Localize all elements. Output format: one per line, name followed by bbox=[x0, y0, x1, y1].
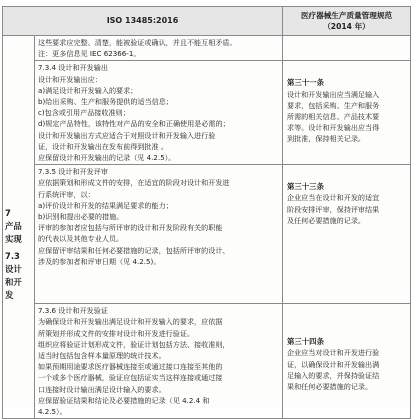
clause-7-3-5-text: 7.3.5 设计和开发评审 应依据策划和形成文件的安排，在适宜的阶段对设计和开发进 行系统评审，以： a)评价设计和开发的结果满足要求的能力； b)识别和提出必要的措施。 评审的参加者应包括与所评审的设计和开发阶段有关的职能 的代表以及其他专业人员。 应保留评审结果和任何必要措施的记录，包括所评审的设计、 涉及的参加者和评审日期（见 4.2.5)。 bbox=[38, 167, 230, 266]
gmp-column-header bbox=[283, 7, 411, 36]
article-34-body: 企业应当对设计和开发进行验 证，以确保设计和开发输出满 足输入的要求，并保持验证结 果和任何必要措施的记录。 bbox=[287, 348, 380, 392]
clause-7-3-4-text: 7.3.4 设计和开发输出 设计和开发输出应： a)满足设计和开发输入的要求； b)给出采购、生产和服务提供的适当信息； c)包含或引用产品接收准则； d)规定产品特性，该特性对产品的安全和正确使用是必需的； 设计和开发输出方式应适合于对照设计和开发输入进行验 证，设计和开发输出在发布前得到批准 。 应保留设计和开发输出的记录（见 4.2.5）。 bbox=[38, 63, 230, 163]
table-row bbox=[3, 61, 411, 165]
table-header-row bbox=[3, 7, 411, 36]
article-33-body: 企业应当在设计和开发的适宜 阶段安排评审，保持评审结果 及任何必要措施的记录。 bbox=[287, 193, 380, 225]
iso-text-cell bbox=[35, 165, 283, 304]
iso-intro-text: 这些要求应完整、清楚，能被验证或确认，并且不能互相矛盾。 注：更多信息见 IEC 62366-1。 bbox=[38, 38, 237, 59]
table-row bbox=[3, 304, 411, 419]
article-33-title: 第三十三条 bbox=[287, 182, 324, 192]
section-label-cell bbox=[3, 165, 35, 304]
comparison-table bbox=[2, 6, 411, 419]
gmp-text-cell bbox=[283, 165, 411, 304]
iso-text-cell bbox=[35, 61, 283, 165]
clause-7-label: 7 产品 实现 bbox=[5, 207, 22, 244]
article-31-body: 设计和开发输出应当满足输入 要求，包括采购、生产和服务 所需的相关信息、产品技术要 求等。设计和开发输出应当得 到批准，保持相关记录。 bbox=[287, 89, 380, 144]
table-row bbox=[3, 165, 411, 304]
clause-7-3-label: 7.3 设计 和开 发 bbox=[5, 250, 22, 300]
gmp-text-cell bbox=[283, 61, 411, 165]
table-row bbox=[3, 36, 411, 61]
article-34-title: 第三十四条 bbox=[287, 337, 324, 347]
iso-text-cell bbox=[35, 304, 283, 419]
side-cell bbox=[3, 36, 35, 61]
article-31-title: 第三十一条 bbox=[287, 78, 324, 88]
gmp-text-cell bbox=[283, 36, 411, 61]
gmp-header-title: 医疗器械生产质量管理规范 bbox=[300, 11, 393, 20]
clause-7-3-6-text: 7.3.6 设计和开发验证 为确保设计和开发输出满足设计和开发输入的要求，应依据 所策划并形成文件的安排对设计和开发进行验证。 组织应将验证计划形成文件，验证计划包括方法、接收准则， 适当时包括包含样本量原理的统计技术。 如果预期用途要求医疗器械连接至或通过接口连接至其他的 一个或多个医疗器械，验证应包括证实当这样连接或通过接 口连接时设计输出满足设计输入的要求。 应保留验证结果和结论及必要措施的记录（见 4.2.4 和 4.2.5）。 bbox=[38, 306, 230, 417]
side-cell bbox=[3, 304, 35, 419]
gmp-header-year: （2014 年） bbox=[323, 22, 370, 31]
gmp-text-cell bbox=[283, 304, 411, 419]
iso-text-cell bbox=[35, 36, 283, 61]
iso-column-header: ISO 13485:2016 bbox=[3, 7, 283, 36]
side-cell bbox=[3, 61, 35, 165]
